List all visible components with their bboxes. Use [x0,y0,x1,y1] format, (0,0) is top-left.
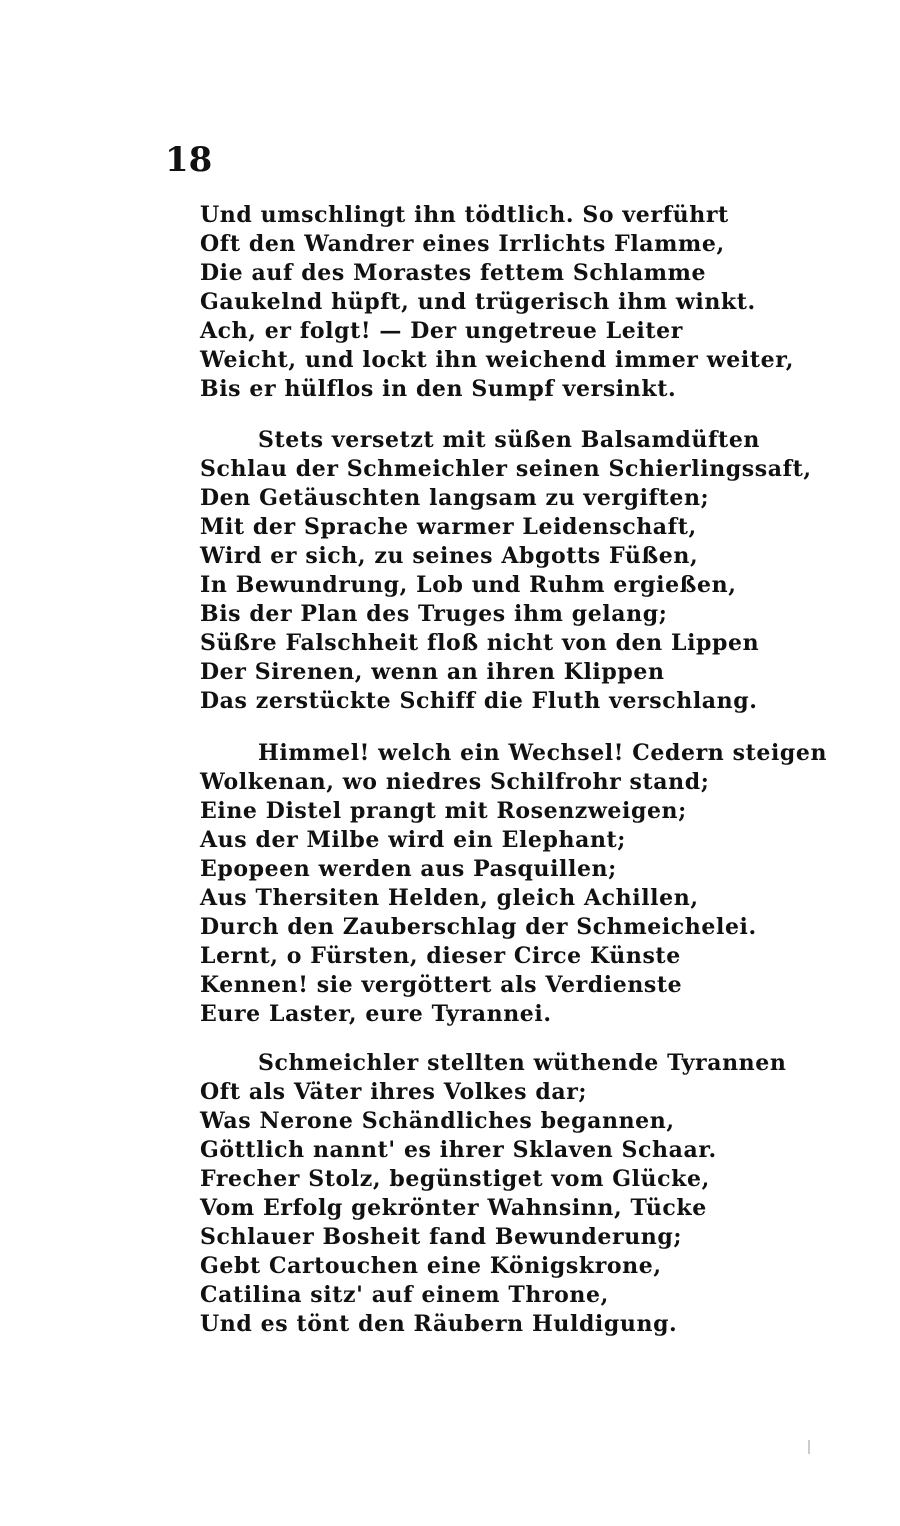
verse-line: Weicht, und lockt ihn weichend immer weiter, [200,347,795,373]
verse-line: Bis der Plan des Truges ihm gelang; [200,601,668,627]
verse-line: Süßre Falschheit floß nicht von den Lippen [200,630,760,656]
verse-line: Catilina sitz' auf einem Throne, [200,1282,609,1308]
verse-line: Oft als Väter ihres Volkes dar; [200,1079,588,1105]
verse-line: Aus Thersiten Helden, gleich Achillen, [200,885,699,911]
verse-line: Gebt Cartouchen eine Königskrone, [200,1253,662,1279]
verse-line: Bis er hülflos in den Sumpf versinkt. [200,376,677,402]
verse-line: Das zerstückte Schiff die Fluth verschlang. [200,688,758,714]
verse-line: Himmel! welch ein Wechsel! Cedern steigen [258,740,828,766]
verse-line: Eine Distel prangt mit Rosenzweigen; [200,798,687,824]
verse-line: Ach, er folgt! — Der ungetreue Leiter [200,318,683,344]
verse-line: Göttlich nannt' es ihrer Sklaven Schaar. [200,1137,717,1163]
verse-line: Mit der Sprache warmer Leidenschaft, [200,514,697,540]
verse-line: Frecher Stolz, begünstiget vom Glücke, [200,1166,710,1192]
verse-line: Was Nerone Schändliches begannen, [200,1108,675,1134]
verse-line: Schmeichler stellten wüthende Tyrannen [258,1050,787,1076]
verse-line: Aus der Milbe wird ein Elephant; [200,827,627,853]
verse-line: Wird er sich, zu seines Abgotts Füßen, [200,543,699,569]
verse-line: Schlauer Bosheit fand Bewunderung; [200,1224,683,1250]
verse-line: Wolkenan, wo niedres Schilfrohr stand; [200,769,710,795]
verse-line: Kennen! sie vergöttert als Verdienste [200,972,683,998]
verse-line: Die auf des Morastes fettem Schlamme [200,260,707,286]
verse-line: Epopeen werden aus Pasquillen; [200,856,617,882]
paper-speck [808,1440,810,1454]
verse-line: Und umschlingt ihn tödtlich. So verführt [200,202,729,228]
verse-line: Lernt, o Fürsten, dieser Circe Künste [200,943,681,969]
verse-line: Durch den Zauberschlag der Schmeichelei. [200,914,757,940]
verse-line: Den Getäuschten langsam zu vergiften; [200,485,710,511]
verse-line: Eure Laster, eure Tyrannei. [200,1001,552,1027]
verse-line: Vom Erfolg gekrönter Wahnsinn, Tücke [200,1195,707,1221]
page-number: 18 [165,140,213,180]
verse-line: Gaukelnd hüpft, und trügerisch ihm winkt. [200,289,756,315]
verse-line: Stets versetzt mit süßen Balsamdüften [258,427,761,453]
verse-line: Oft den Wandrer eines Irrlichts Flamme, [200,231,725,257]
verse-line: Und es tönt den Räubern Huldigung. [200,1311,678,1337]
verse-line: Der Sirenen, wenn an ihren Klippen [200,659,665,685]
verse-line: Schlau der Schmeichler seinen Schierlingssaft, [200,456,812,482]
verse-line: In Bewundrung, Lob und Ruhm ergießen, [200,572,737,598]
